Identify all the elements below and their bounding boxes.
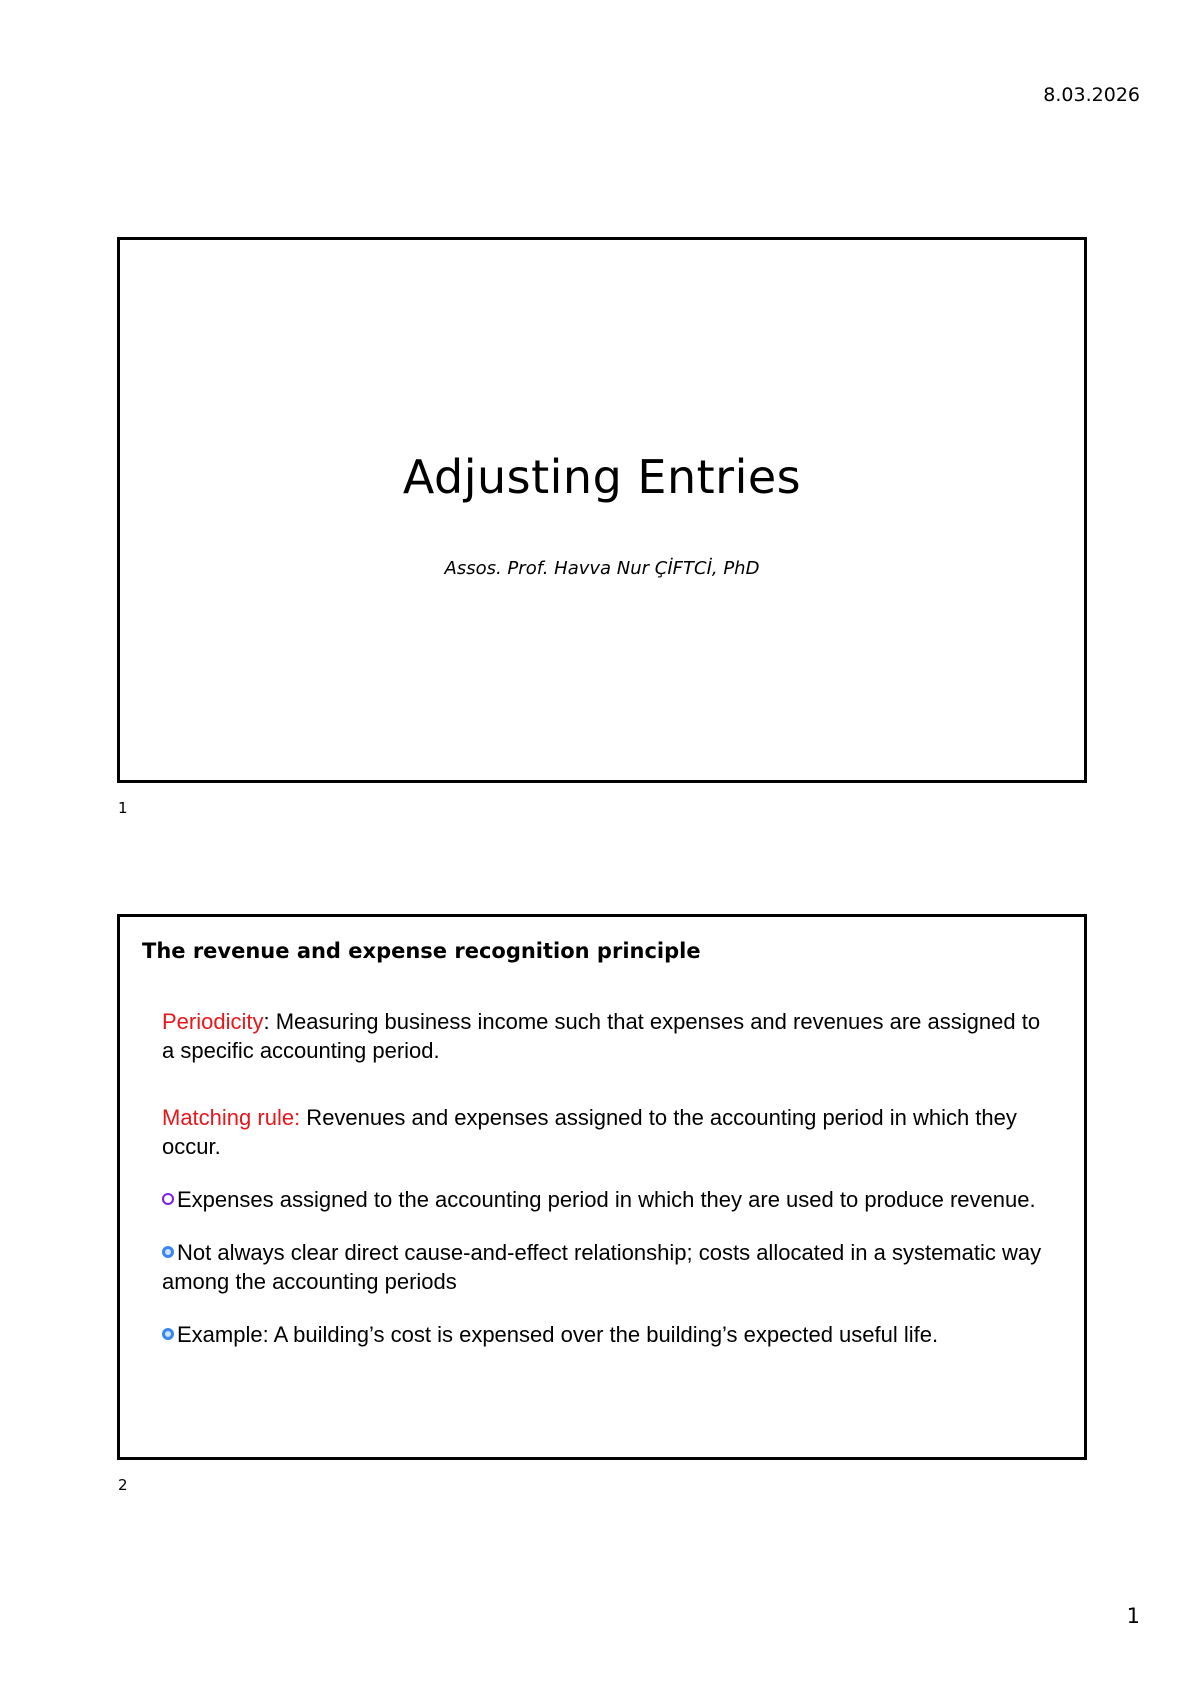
matching-term: Matching rule:: [162, 1105, 301, 1130]
periodicity-paragraph: [162, 1007, 1044, 1065]
slide-heading: The revenue and expense recognition principle: [142, 939, 701, 963]
slide-author: Assos. Prof. Havva Nur ÇİFTCİ, PhD: [444, 558, 760, 579]
slide-number: 1: [118, 799, 128, 817]
page-number: 1: [1126, 1604, 1140, 1628]
slide-title: Adjusting Entries: [402, 450, 802, 504]
slide-1: [117, 237, 1087, 783]
slide-body: [162, 1007, 1044, 1373]
page-date: 8.03.2026: [1043, 84, 1140, 106]
bullet-item: [162, 1238, 1044, 1296]
blue-circle-bullet-icon: [162, 1246, 174, 1258]
periodicity-text: : Measuring business income such that expenses and revenues are assigned to a specific accounting period.: [162, 1009, 1041, 1063]
slide-2: [117, 914, 1087, 1460]
hollow-circle-bullet-icon: [162, 1193, 174, 1205]
blue-circle-bullet-icon: [162, 1328, 174, 1340]
slide-number: 2: [118, 1476, 128, 1494]
bullet-item: [162, 1185, 1044, 1214]
bullet-item: [162, 1320, 1044, 1349]
matching-text: Revenues and expenses assigned to the accounting period in which they occur.: [162, 1105, 1017, 1159]
matching-paragraph: [162, 1103, 1044, 1161]
bullet-text: Expenses assigned to the accounting period in which they are used to produce revenue.: [177, 1187, 1036, 1212]
bullet-text: Example: A building’s cost is expensed over the building’s expected useful life.: [177, 1322, 939, 1347]
periodicity-term: Periodicity: [162, 1009, 264, 1034]
bullet-text: Not always clear direct cause-and-effect relationship; costs allocated in a systematic way among the accounting periods: [162, 1240, 1042, 1294]
